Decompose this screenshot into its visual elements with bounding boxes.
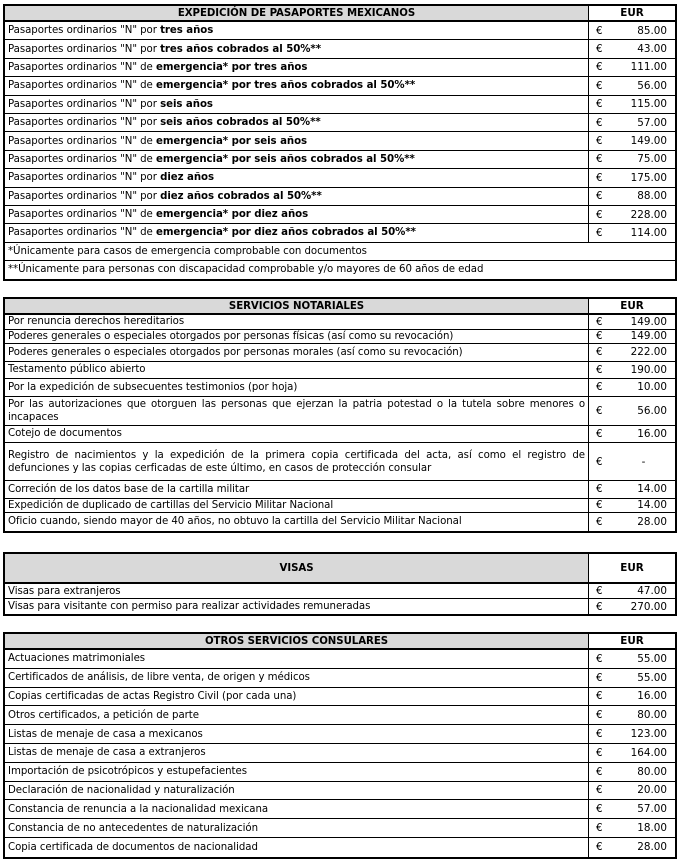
- row-label: Declaración de nacionalidad y naturalización: [5, 782, 589, 800]
- row-amount: 14.00: [637, 499, 667, 512]
- row-amount: 80.00: [637, 709, 667, 722]
- table-row: [5, 224, 675, 242]
- row-amount: 149.00: [630, 135, 667, 148]
- row-label: Pasaportes ordinarios "N" de: [8, 135, 153, 147]
- table-row: [5, 499, 675, 514]
- price-column-header: EUR: [589, 6, 675, 20]
- row-label: Pasaportes ordinarios "N" por: [8, 117, 157, 129]
- table-row: [5, 59, 675, 77]
- row-amount: 228.00: [630, 208, 667, 221]
- euro-symbol: €: [596, 208, 603, 221]
- row-label: Por renuncia derechos hereditarios: [5, 315, 589, 329]
- row-amount: 80.00: [637, 765, 667, 778]
- euro-symbol: €: [596, 499, 603, 512]
- row-amount: 114.00: [630, 226, 667, 239]
- euro-symbol: €: [596, 135, 603, 148]
- table-row: [5, 688, 675, 707]
- passports-table: [3, 4, 677, 281]
- passports-header-row: [5, 6, 675, 22]
- euro-symbol: €: [596, 671, 603, 684]
- row-amount: 18.00: [637, 822, 667, 835]
- table-row: [5, 706, 675, 725]
- row-amount: 88.00: [637, 190, 667, 203]
- row-amount: 55.00: [637, 671, 667, 684]
- table-row: [5, 763, 675, 782]
- euro-symbol: €: [596, 43, 603, 56]
- row-label: Constancia de renuncia a la nacionalidad mexicana: [5, 800, 589, 818]
- row-label: Listas de menaje de casa a mexicanos: [5, 725, 589, 743]
- row-amount: 55.00: [637, 652, 667, 665]
- row-amount: 149.00: [630, 315, 667, 328]
- table-row: [5, 114, 675, 132]
- row-label: Importación de psicotrópicos y estupefacientes: [5, 763, 589, 781]
- row-label: Poderes generales o especiales otorgados por personas morales (así como su revocación): [5, 344, 589, 361]
- row-label: Registro de nacimientos y la expedición de la primera copia certificada del acta, así como el registro de defunciones y las copias cerficadas de este último, en casos de protección consular: [5, 443, 589, 480]
- table-row: [5, 40, 675, 58]
- row-amount: 43.00: [637, 43, 667, 56]
- table-row: [5, 397, 675, 426]
- row-label: Pasaportes ordinarios "N" de: [8, 227, 153, 239]
- row-amount: -: [641, 455, 646, 468]
- row-amount: 56.00: [637, 404, 667, 417]
- row-label: Copia certificada de documentos de nacionalidad: [5, 838, 589, 857]
- euro-symbol: €: [596, 709, 603, 722]
- row-label: Pasaportes ordinarios "N" de: [8, 80, 153, 92]
- row-amount: 56.00: [637, 79, 667, 92]
- row-label-bold: emergencia* por seis años: [155, 135, 308, 147]
- row-label: Correción de los datos base de la cartilla militar: [5, 481, 589, 498]
- euro-symbol: €: [596, 585, 603, 597]
- euro-symbol: €: [596, 765, 603, 778]
- row-amount: 123.00: [630, 728, 667, 741]
- row-label: Pasaportes ordinarios "N" por: [8, 190, 157, 202]
- euro-symbol: €: [596, 784, 603, 797]
- row-label: Pasaportes ordinarios "N" por: [8, 172, 157, 184]
- row-label: Cotejo de documentos: [5, 426, 589, 443]
- visas-header-row: [5, 554, 675, 584]
- euro-symbol: €: [596, 455, 603, 468]
- row-amount: 75.00: [637, 153, 667, 166]
- row-amount: 14.00: [637, 483, 667, 496]
- row-label: Poderes generales o especiales otorgados por personas físicas (así como su revocación): [5, 330, 589, 344]
- euro-symbol: €: [596, 330, 603, 343]
- table-row: [5, 132, 675, 150]
- row-label: Expedición de duplicado de cartillas del Servicio Militar Nacional: [5, 499, 589, 513]
- table-row: [5, 744, 675, 763]
- row-amount: 47.00: [637, 585, 667, 597]
- row-amount: 190.00: [630, 363, 667, 376]
- table-row: [5, 96, 675, 114]
- row-label: Actuaciones matrimoniales: [5, 650, 589, 668]
- row-label-bold: seis años: [160, 98, 213, 110]
- row-label-bold: emergencia* por diez años cobrados al 50%**: [155, 227, 416, 239]
- row-label-bold: diez años cobrados al 50%**: [160, 190, 322, 202]
- euro-symbol: €: [596, 79, 603, 92]
- table-row: [5, 379, 675, 397]
- row-label: Pasaportes ordinarios "N" de: [8, 209, 153, 221]
- table-row: [5, 151, 675, 169]
- euro-symbol: €: [596, 346, 603, 359]
- row-label: Visas para extranjeros: [5, 584, 589, 598]
- euro-symbol: €: [596, 171, 603, 184]
- row-label: Visas para visitante con permiso para realizar actividades remuneradas: [5, 599, 589, 614]
- row-amount: 111.00: [630, 61, 667, 74]
- table-row: [5, 819, 675, 838]
- table-row: [5, 169, 675, 187]
- row-amount: 16.00: [637, 690, 667, 703]
- table-row: [5, 426, 675, 444]
- row-label: Oficio cuando, siendo mayor de 40 años, no obtuvo la cartilla del Servicio Militar Nacional: [5, 513, 589, 531]
- table-row: [5, 599, 675, 614]
- passports-title: EXPEDICIÓN DE PASAPORTES MEXICANOS: [5, 6, 589, 20]
- euro-symbol: €: [596, 61, 603, 74]
- table-row: [5, 188, 675, 206]
- table-row: [5, 838, 675, 857]
- footnote-emergency: *Únicamente para casos de emergencia comprobable con documentos: [5, 243, 675, 261]
- table-row: [5, 206, 675, 224]
- row-label-bold: diez años: [160, 172, 215, 184]
- table-row: [5, 22, 675, 40]
- visas-table: [3, 552, 677, 616]
- other-services-header-row: [5, 634, 675, 650]
- table-row: [5, 513, 675, 531]
- table-row: [5, 443, 675, 481]
- row-amount: 20.00: [637, 784, 667, 797]
- row-amount: 222.00: [630, 346, 667, 359]
- row-amount: 270.00: [630, 600, 667, 613]
- table-row: [5, 650, 675, 669]
- row-label-bold: tres años: [160, 25, 214, 37]
- euro-symbol: €: [596, 803, 603, 816]
- row-amount: 85.00: [637, 24, 667, 37]
- row-label-bold: tres años cobrados al 50%**: [160, 43, 321, 55]
- other-services-title: OTROS SERVICIOS CONSULARES: [5, 634, 589, 648]
- euro-symbol: €: [596, 190, 603, 203]
- row-label: Certificados de análisis, de libre venta, de origen y médicos: [5, 669, 589, 687]
- euro-symbol: €: [596, 515, 603, 528]
- row-label: Pasaportes ordinarios "N" por: [8, 25, 157, 37]
- table-row: [5, 481, 675, 499]
- price-column-header: EUR: [589, 554, 675, 582]
- euro-symbol: €: [596, 98, 603, 111]
- euro-symbol: €: [596, 153, 603, 166]
- euro-symbol: €: [596, 24, 603, 37]
- euro-symbol: €: [596, 427, 603, 440]
- euro-symbol: €: [596, 822, 603, 835]
- euro-symbol: €: [596, 315, 603, 328]
- table-row: [5, 330, 675, 345]
- row-amount: 175.00: [630, 171, 667, 184]
- price-column-header: EUR: [589, 634, 675, 648]
- euro-symbol: €: [596, 226, 603, 239]
- row-label-bold: emergencia* por tres años cobrados al 50%**: [155, 80, 416, 92]
- row-label: Constancia de no antecedentes de naturalización: [5, 819, 589, 837]
- footnote-discount: **Únicamente para personas con discapacidad comprobable y/o mayores de 60 años de edad: [8, 264, 484, 276]
- row-label-bold: emergencia* por seis años cobrados al 50%**: [155, 153, 415, 165]
- row-amount: 10.00: [637, 381, 667, 394]
- euro-symbol: €: [596, 728, 603, 741]
- row-label: Por la expedición de subsecuentes testimonios (por hoja): [5, 379, 589, 396]
- row-label: Pasaportes ordinarios "N" por: [8, 43, 157, 55]
- row-amount: 28.00: [637, 841, 667, 854]
- visas-title: VISAS: [5, 554, 589, 582]
- row-amount: 164.00: [630, 746, 667, 759]
- row-label: Testamento público abierto: [5, 362, 589, 379]
- table-row: [5, 782, 675, 801]
- euro-symbol: €: [596, 381, 603, 394]
- row-label: Pasaportes ordinarios "N" de: [8, 61, 153, 73]
- row-amount: 115.00: [630, 98, 667, 111]
- euro-symbol: €: [596, 600, 603, 613]
- euro-symbol: €: [596, 841, 603, 854]
- row-label: Pasaportes ordinarios "N" de: [8, 153, 153, 165]
- row-label: Por las autorizaciones que otorguen las personas que ejerzan la patria potestad o la tutela sobre menores o incapaces: [5, 397, 589, 425]
- table-row: [5, 800, 675, 819]
- row-label-bold: emergencia* por tres años: [155, 61, 308, 73]
- row-amount: 16.00: [637, 427, 667, 440]
- table-row: [5, 362, 675, 380]
- table-row: [5, 315, 675, 330]
- row-amount: 57.00: [637, 803, 667, 816]
- row-amount: 149.00: [630, 330, 667, 343]
- table-row: [5, 344, 675, 362]
- row-amount: 57.00: [637, 116, 667, 129]
- notarial-header-row: [5, 299, 675, 315]
- notarial-services-table: [3, 297, 677, 533]
- euro-symbol: €: [596, 483, 603, 496]
- notarial-title: SERVICIOS NOTARIALES: [5, 299, 589, 313]
- row-label: Listas de menaje de casa a extranjeros: [5, 744, 589, 762]
- euro-symbol: €: [596, 404, 603, 417]
- row-label: Copias certificadas de actas Registro Civil (por cada una): [5, 688, 589, 706]
- euro-symbol: €: [596, 652, 603, 665]
- other-consular-services-table: [3, 632, 677, 859]
- row-label-bold: seis años cobrados al 50%**: [160, 117, 321, 129]
- row-label: Otros certificados, a petición de parte: [5, 706, 589, 724]
- table-row: [5, 725, 675, 744]
- euro-symbol: €: [596, 690, 603, 703]
- row-label-bold: emergencia* por diez años: [155, 209, 309, 221]
- euro-symbol: €: [596, 363, 603, 376]
- table-row: [5, 77, 675, 95]
- euro-symbol: €: [596, 746, 603, 759]
- table-row: [5, 669, 675, 688]
- table-row: [5, 584, 675, 599]
- price-column-header: EUR: [589, 299, 675, 313]
- row-label: Pasaportes ordinarios "N" por: [8, 98, 157, 110]
- euro-symbol: €: [596, 116, 603, 129]
- row-amount: 28.00: [637, 515, 667, 528]
